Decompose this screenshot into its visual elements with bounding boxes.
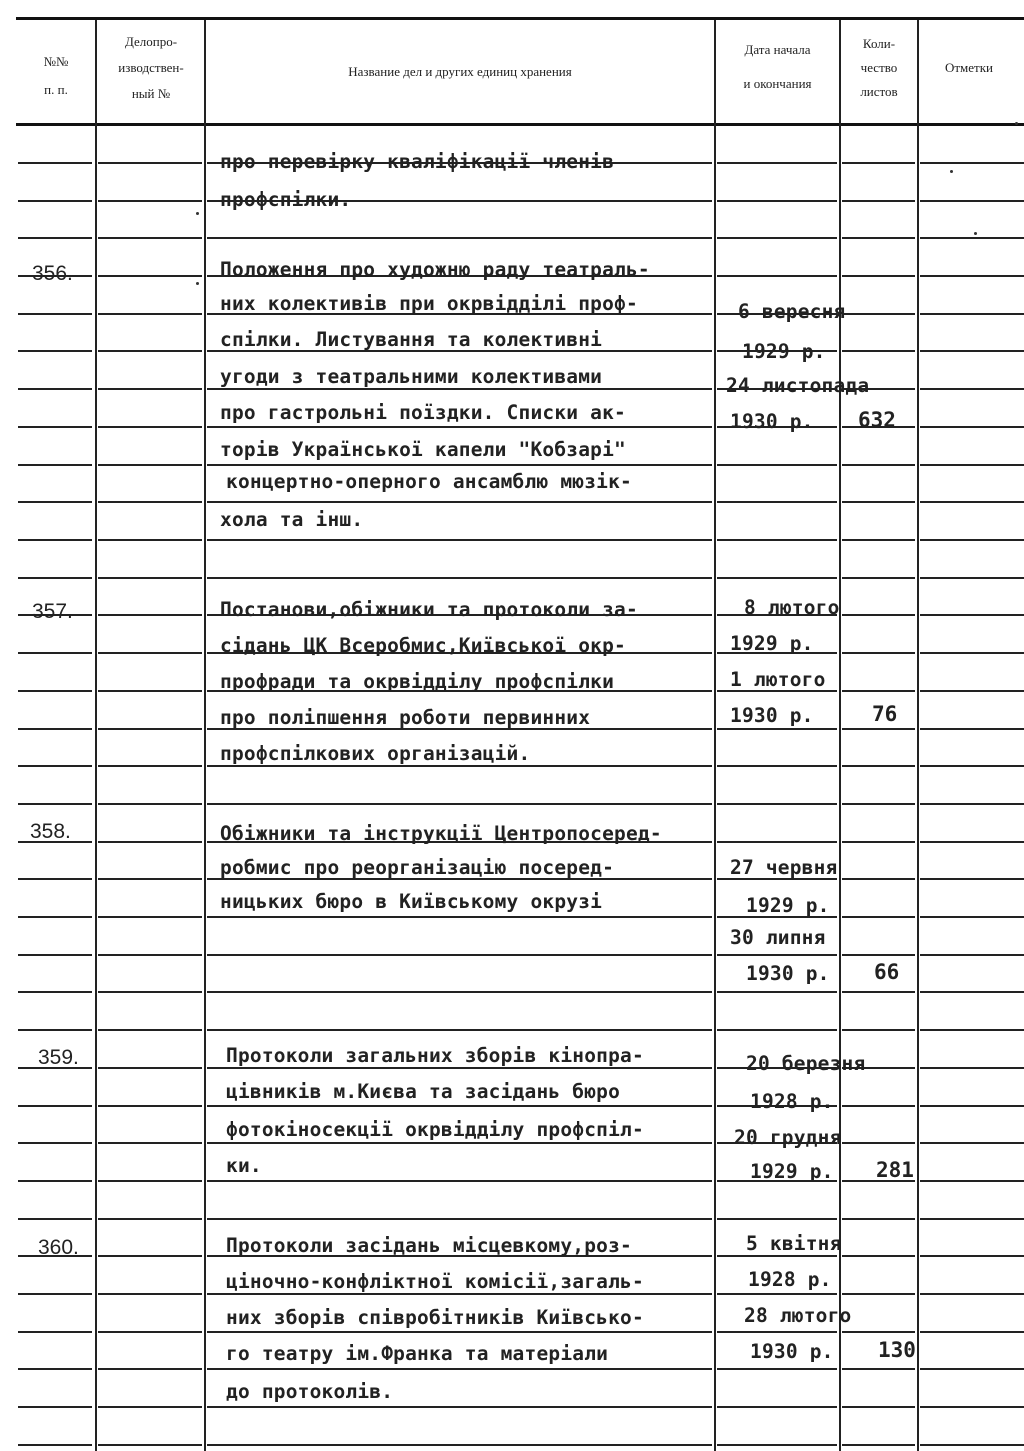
header-label: ный № <box>131 86 171 101</box>
ruled-line <box>920 1142 1024 1144</box>
ruled-line <box>18 765 92 767</box>
column-divider <box>95 20 97 1451</box>
ruled-line <box>98 162 202 164</box>
ruled-line <box>920 1029 1024 1031</box>
ruled-line <box>842 539 915 541</box>
ruled-line <box>920 162 1024 164</box>
ruled-line <box>920 1067 1024 1069</box>
ruled-line <box>98 1067 202 1069</box>
ruled-line <box>98 426 202 428</box>
ruled-line <box>98 388 202 390</box>
header-label: чество <box>860 60 898 75</box>
ruled-line <box>717 991 837 993</box>
ruled-line <box>98 841 202 843</box>
ruled-line <box>717 1444 837 1446</box>
ruled-line <box>207 803 712 805</box>
ruled-line <box>842 690 915 692</box>
ruled-line <box>207 464 712 466</box>
ruled-line <box>18 954 92 956</box>
ruled-line <box>18 1142 92 1144</box>
ruled-line <box>842 1368 915 1370</box>
ruled-line <box>207 1105 712 1107</box>
ruled-line <box>717 539 837 541</box>
ruled-line <box>18 464 92 466</box>
ruled-line <box>207 1180 712 1182</box>
ruled-line <box>920 1406 1024 1408</box>
ruled-line <box>920 878 1024 880</box>
ruled-line <box>717 1293 837 1295</box>
title-line: Постанови,обіжники та протоколи за- <box>220 598 638 621</box>
ruled-line <box>717 577 837 579</box>
ruled-line <box>18 577 92 579</box>
date-line: 1 лютого <box>730 668 826 691</box>
ruled-line <box>18 728 92 730</box>
ruled-line <box>842 878 915 880</box>
ruled-line <box>98 728 202 730</box>
header-label: Делопро- <box>124 34 178 49</box>
ruled-line <box>717 275 837 277</box>
ruled-line <box>18 237 92 239</box>
ruled-line <box>920 237 1024 239</box>
ruled-line <box>98 1142 202 1144</box>
ruled-line <box>842 728 915 730</box>
title-line: профради та окрвідділу профспілки <box>220 670 615 693</box>
ruled-line <box>920 614 1024 616</box>
ruled-line <box>207 1293 712 1295</box>
ruled-line <box>207 1406 712 1408</box>
ruled-line <box>98 1368 202 1370</box>
title-line: го театру ім.Франка та матеріали <box>226 1342 609 1365</box>
date-line: 8 лютого <box>744 596 840 619</box>
ruled-line <box>920 1105 1024 1107</box>
ruled-line <box>18 388 92 390</box>
header-label: Отметки <box>944 60 994 75</box>
ruled-line <box>842 1293 915 1295</box>
ruled-line <box>920 1293 1024 1295</box>
ruled-line <box>18 200 92 202</box>
ruled-line <box>842 1255 915 1257</box>
ruled-line <box>98 878 202 880</box>
title-line: ки. <box>226 1154 262 1177</box>
ruled-line <box>207 1218 712 1220</box>
title-line: профспілкових організацій. <box>220 742 531 765</box>
ruled-line <box>98 313 202 315</box>
ruled-line <box>842 916 915 918</box>
ruled-line <box>920 539 1024 541</box>
ruled-line <box>717 954 837 956</box>
title-line: концертно-оперного ансамблю мюзік- <box>226 470 632 493</box>
column-divider <box>714 20 716 1451</box>
header-label: Название дел и других единиц хранения <box>348 64 572 79</box>
date-line: 1928 р. <box>750 1090 834 1113</box>
ruled-line <box>717 237 837 239</box>
ruled-line <box>98 1218 202 1220</box>
ruled-line <box>98 765 202 767</box>
ruled-line <box>207 237 712 239</box>
ruled-line <box>18 1331 92 1333</box>
ruled-line <box>920 200 1024 202</box>
header-label: Коли- <box>862 36 896 51</box>
ruled-line <box>98 577 202 579</box>
date-line: 1929 р. <box>746 894 830 917</box>
ruled-line <box>98 1444 202 1446</box>
ruled-line <box>842 350 915 352</box>
ruled-line <box>842 1142 915 1144</box>
ruled-line <box>207 1067 712 1069</box>
date-line: 20 березня <box>746 1052 866 1075</box>
date-line: 1930 р. <box>750 1340 834 1363</box>
ruled-line <box>920 464 1024 466</box>
ruled-line <box>18 991 92 993</box>
date-line: 1929 р. <box>742 340 826 363</box>
ruled-line <box>98 1406 202 1408</box>
ruled-line <box>98 1029 202 1031</box>
ruled-line <box>842 464 915 466</box>
entry-number: 358. <box>30 820 71 843</box>
ruled-line <box>920 1368 1024 1370</box>
header-label: п. п. <box>44 82 68 97</box>
ruled-line <box>842 1218 915 1220</box>
title-line: фотокіносекції окрвідділу профспіл- <box>226 1118 644 1141</box>
ruled-line <box>717 765 837 767</box>
date-line: 6 вересня <box>738 300 846 323</box>
ruled-line <box>18 501 92 503</box>
paper-speck <box>196 282 199 285</box>
header-label: и окончания <box>743 76 812 91</box>
header-col-title <box>206 62 714 82</box>
ruled-line <box>98 1331 202 1333</box>
title-line: Обіжники та інструкції Центропосеред- <box>220 822 662 845</box>
ruled-line <box>207 577 712 579</box>
ruled-line <box>920 1218 1024 1220</box>
ruled-line <box>18 803 92 805</box>
date-line: 5 квітня <box>746 1232 842 1255</box>
ruled-line <box>920 728 1024 730</box>
sheet-count: 66 <box>874 960 900 984</box>
ruled-line <box>920 1255 1024 1257</box>
header-bottom-border <box>16 123 1024 126</box>
header-label: изводствен- <box>118 60 184 75</box>
ruled-line <box>18 539 92 541</box>
ruled-line <box>717 1406 837 1408</box>
ruled-line <box>920 954 1024 956</box>
ruled-line <box>18 426 92 428</box>
ruled-line <box>98 954 202 956</box>
title-line: сідань ЦК Всеробмис,Київської окр- <box>220 634 626 657</box>
ruled-line <box>842 991 915 993</box>
ruled-line <box>98 539 202 541</box>
date-line: 27 червня <box>730 856 838 879</box>
ruled-line <box>920 991 1024 993</box>
ruled-line <box>98 991 202 993</box>
ruled-line <box>98 916 202 918</box>
ruled-line <box>18 1444 92 1446</box>
ruled-line <box>717 803 837 805</box>
header-col-notes <box>919 58 1019 78</box>
sheet-count: 281 <box>876 1158 914 1182</box>
date-line: 1930 р. <box>730 410 814 433</box>
ruled-line <box>717 464 837 466</box>
ruled-line <box>207 1368 712 1370</box>
header-col-dates <box>716 40 839 94</box>
header-col-number <box>18 52 94 100</box>
paper-speck <box>1015 122 1018 125</box>
header-label: листов <box>860 84 898 99</box>
ruled-line <box>18 690 92 692</box>
ruled-line <box>98 690 202 692</box>
ruled-line <box>920 1180 1024 1182</box>
sheet-count: 632 <box>858 408 896 432</box>
ruled-line <box>98 1105 202 1107</box>
ruled-line <box>18 916 92 918</box>
date-line: 30 липня <box>730 926 826 949</box>
ruled-line <box>717 728 837 730</box>
ruled-line <box>842 200 915 202</box>
ruled-line <box>717 200 837 202</box>
ruled-line <box>98 237 202 239</box>
ruled-line <box>98 200 202 202</box>
ruled-line <box>18 878 92 880</box>
title-line: ціночно-конфліктної комісії,загаль- <box>226 1270 644 1293</box>
ruled-line <box>207 1444 712 1446</box>
ruled-line <box>18 162 92 164</box>
sheet-count: 130 <box>878 1338 916 1362</box>
ruled-line <box>98 501 202 503</box>
ruled-line <box>842 803 915 805</box>
ruled-line <box>207 1331 712 1333</box>
title-line: про перевірку кваліфікації членів <box>220 150 615 173</box>
ruled-line <box>207 1029 712 1031</box>
ruled-line <box>717 1029 837 1031</box>
ruled-line <box>920 1331 1024 1333</box>
paper-speck <box>950 170 953 173</box>
ruled-line <box>717 1255 837 1257</box>
ruled-line <box>842 577 915 579</box>
ruled-line <box>98 1180 202 1182</box>
title-line: них зборів співробітників Київсько- <box>226 1306 644 1329</box>
ruled-line <box>18 1368 92 1370</box>
ruled-line <box>842 1105 915 1107</box>
ruled-line <box>920 690 1024 692</box>
date-line: 1930 р. <box>730 704 814 727</box>
ruled-line <box>207 954 712 956</box>
header-col-office-number <box>98 32 204 104</box>
ruled-line <box>717 162 837 164</box>
ruled-line <box>920 577 1024 579</box>
ruled-line <box>18 350 92 352</box>
date-line: 1929 р. <box>730 632 814 655</box>
ruled-line <box>920 803 1024 805</box>
ruled-line <box>207 1142 712 1144</box>
ruled-line <box>920 841 1024 843</box>
ruled-line <box>207 501 712 503</box>
title-line: про гастрольні поїздки. Списки ак- <box>220 401 626 424</box>
ruled-line <box>18 1105 92 1107</box>
ruled-line <box>18 1406 92 1408</box>
ruled-line <box>98 275 202 277</box>
ruled-line <box>717 1368 837 1370</box>
ruled-line <box>842 162 915 164</box>
ruled-line <box>920 350 1024 352</box>
ruled-line <box>842 652 915 654</box>
ruled-line <box>920 501 1024 503</box>
ruled-line <box>98 803 202 805</box>
ruled-line <box>920 916 1024 918</box>
title-line: спілки. Листування та колективні <box>220 328 603 351</box>
ruled-line <box>842 614 915 616</box>
paper-speck <box>974 232 977 235</box>
entry-number: 356. <box>32 262 73 285</box>
ruled-line <box>98 652 202 654</box>
column-divider <box>917 20 919 1451</box>
ruled-line <box>717 501 837 503</box>
title-line: торів Української капели "Кобзарі" <box>220 438 626 461</box>
ruled-line <box>18 313 92 315</box>
ruled-line <box>18 1029 92 1031</box>
ruled-line <box>207 388 712 390</box>
ruled-line <box>842 954 915 956</box>
title-line: профспілки. <box>220 188 352 211</box>
entry-number: 359. <box>38 1046 79 1069</box>
ruled-line <box>842 275 915 277</box>
ruled-line <box>98 1255 202 1257</box>
title-line: про поліпшення роботи первинних <box>220 706 591 729</box>
ruled-line <box>842 237 915 239</box>
ruled-line <box>920 275 1024 277</box>
ruled-line <box>18 1180 92 1182</box>
ruled-line <box>717 841 837 843</box>
ruled-line <box>717 1331 837 1333</box>
date-line: 24 листопада <box>726 374 870 397</box>
ruled-line <box>920 388 1024 390</box>
ruled-line <box>842 1029 915 1031</box>
sheet-count: 76 <box>872 702 898 726</box>
ruled-line <box>207 916 712 918</box>
ruled-line <box>842 765 915 767</box>
ruled-line <box>207 991 712 993</box>
date-line: 20 грудня <box>734 1126 842 1149</box>
ruled-line <box>920 426 1024 428</box>
entry-number: 357. <box>32 600 73 623</box>
title-line: Протоколи загальних зборів кінопра- <box>226 1044 644 1067</box>
table-top-border <box>16 17 1024 20</box>
header-label: №№ <box>43 54 69 69</box>
ruled-line <box>207 539 712 541</box>
ruled-line <box>207 765 712 767</box>
ruled-line <box>920 765 1024 767</box>
ruled-line <box>18 1218 92 1220</box>
entry-number: 360. <box>38 1236 79 1259</box>
title-line: до протоколів. <box>226 1380 394 1403</box>
ruled-line <box>18 652 92 654</box>
date-line: 1928 р. <box>748 1268 832 1291</box>
title-line: цівників м.Києва та засідань бюро <box>226 1080 621 1103</box>
ruled-line <box>920 1444 1024 1446</box>
column-divider <box>204 20 206 1451</box>
title-line: Протоколи засідань місцевкому,роз- <box>226 1234 632 1257</box>
ruled-line <box>98 1293 202 1295</box>
ruled-line <box>920 313 1024 315</box>
header-label: Дата начала <box>744 42 811 57</box>
ruled-line <box>842 841 915 843</box>
date-line: 28 лютого <box>744 1304 852 1327</box>
ruled-line <box>842 501 915 503</box>
title-line: угоди з театральними колективами <box>220 365 603 388</box>
ruled-line <box>920 652 1024 654</box>
ruled-line <box>842 1444 915 1446</box>
title-line: них колективів при окрвідділі проф- <box>220 292 638 315</box>
ruled-line <box>98 350 202 352</box>
title-line: Положення про художню раду театраль- <box>220 258 650 281</box>
ruled-line <box>98 614 202 616</box>
ruled-line <box>842 1331 915 1333</box>
ruled-line <box>842 313 915 315</box>
header-col-sheets <box>841 34 917 102</box>
title-line: хола та інш. <box>220 508 364 531</box>
title-line: ницьких бюро в Київському окрузі <box>220 890 603 913</box>
ruled-line <box>842 1406 915 1408</box>
ruled-line <box>717 1218 837 1220</box>
date-line: 1930 р. <box>746 962 830 985</box>
paper-speck <box>196 212 199 215</box>
date-line: 1929 р. <box>750 1160 834 1183</box>
ruled-line <box>98 464 202 466</box>
ruled-line <box>18 1293 92 1295</box>
title-line: робмис про реорганізацію посеред- <box>220 856 615 879</box>
ruled-line <box>207 426 712 428</box>
